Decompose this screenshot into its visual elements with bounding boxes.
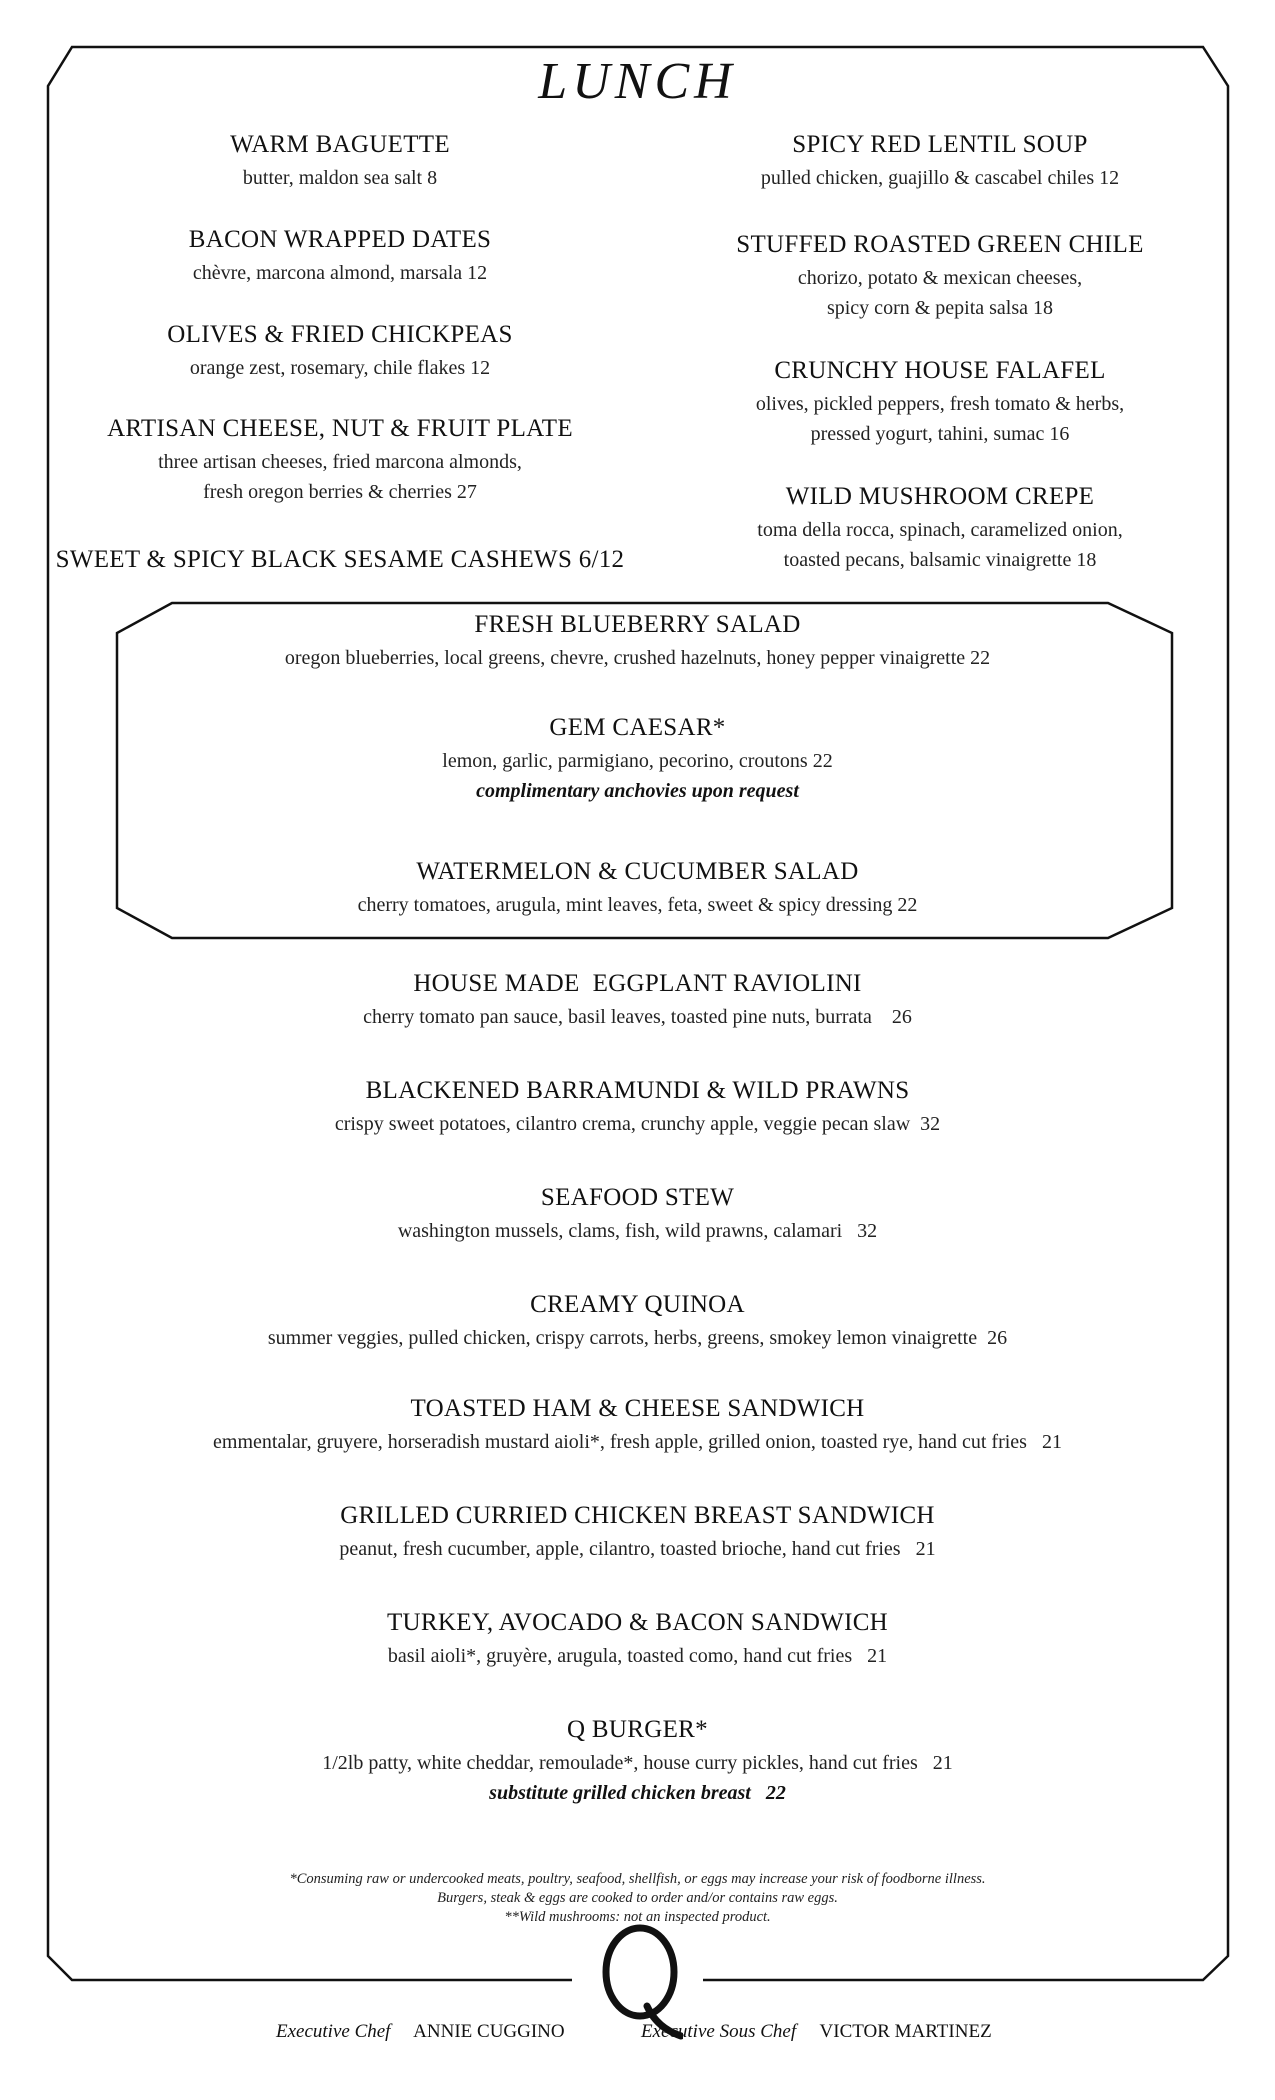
menu-item-falafel bbox=[655, 356, 1225, 449]
item-name: TOASTED HAM & CHEESE SANDWICH bbox=[410, 1395, 865, 1422]
item-desc: three artisan cheeses, fried marcona almonds, bbox=[158, 451, 522, 473]
item-desc: pressed yogurt, tahini, sumac 16 bbox=[810, 423, 1070, 445]
menu-item-warm-baguette bbox=[50, 130, 630, 193]
executive-chef-role: Executive Chef bbox=[276, 2021, 391, 2042]
item-name: WARM BAGUETTE bbox=[230, 131, 450, 158]
menu-item-turkey-avocado bbox=[80, 1608, 1195, 1671]
item-desc: pulled chicken, guajillo & cascabel chiles 12 bbox=[760, 167, 1120, 189]
item-name: Q BURGER* bbox=[567, 1716, 708, 1743]
menu-item-blueberry-salad bbox=[80, 610, 1195, 673]
item-name: BLACKENED BARRAMUNDI & WILD PRAWNS bbox=[365, 1077, 910, 1104]
menu-item-curried-chicken bbox=[80, 1501, 1195, 1564]
item-desc: 1/2lb patty, white cheddar, remoulade*, house curry pickles, hand cut fries 21 bbox=[322, 1752, 953, 1774]
item-note: complimentary anchovies upon request bbox=[476, 780, 799, 802]
item-note: substitute grilled chicken breast 22 bbox=[489, 1782, 786, 1804]
item-name: SEAFOOD STEW bbox=[540, 1184, 735, 1211]
menu-item-gem-caesar bbox=[80, 713, 1195, 806]
sous-chef-role: Executive Sous Chef bbox=[641, 2021, 797, 2042]
item-desc: fresh oregon berries & cherries 27 bbox=[203, 481, 477, 503]
food-safety-disclaimer bbox=[100, 1870, 1175, 1927]
item-name: FRESH BLUEBERRY SALAD bbox=[474, 611, 801, 638]
item-desc: toma della rocca, spinach, caramelized onion, bbox=[757, 519, 1123, 541]
item-desc: orange zest, rosemary, chile flakes 12 bbox=[189, 357, 491, 379]
disclaimer-line: Burgers, steak & eggs are cooked to order and/or contains raw eggs. bbox=[437, 1890, 838, 1906]
item-desc: crispy sweet potatoes, cilantro crema, crunchy apple, veggie pecan slaw 32 bbox=[334, 1113, 941, 1135]
item-desc: emmentalar, gruyere, horseradish mustard aioli*, fresh apple, grilled onion, toasted rye, hand cut fries 21 bbox=[213, 1431, 1062, 1453]
item-name: HOUSE MADE EGGPLANT RAVIOLINI bbox=[413, 970, 862, 997]
menu-item-barramundi bbox=[80, 1076, 1195, 1139]
menu-item-q-burger bbox=[80, 1715, 1195, 1808]
item-desc: cherry tomatoes, arugula, mint leaves, feta, sweet & spicy dressing 22 bbox=[357, 894, 918, 916]
item-name: SPICY RED LENTIL SOUP bbox=[792, 131, 1088, 158]
menu-item-lentil-soup bbox=[655, 130, 1225, 193]
item-name: ARTISAN CHEESE, NUT & FRUIT PLATE bbox=[107, 415, 573, 442]
sous-chef-name: VICTOR MARTINEZ bbox=[819, 2021, 992, 2042]
item-name: CRUNCHY HOUSE FALAFEL bbox=[774, 357, 1106, 384]
menu-item-bacon-dates bbox=[50, 225, 630, 288]
menu-item-cashews bbox=[50, 545, 630, 575]
item-name: CREAMY QUINOA bbox=[530, 1291, 745, 1318]
item-desc: cherry tomato pan sauce, basil leaves, toasted pine nuts, burrata 26 bbox=[363, 1006, 912, 1028]
item-name: WATERMELON & CUCUMBER SALAD bbox=[416, 858, 859, 885]
item-name: SWEET & SPICY BLACK SESAME CASHEWS 6/12 bbox=[55, 546, 625, 573]
executive-chef-credit bbox=[276, 2021, 565, 2043]
executive-chef-name: ANNIE CUGGINO bbox=[413, 2021, 565, 2042]
item-desc: butter, maldon sea salt 8 bbox=[242, 167, 438, 189]
menu-item-creamy-quinoa bbox=[80, 1290, 1195, 1353]
item-name: WILD MUSHROOM CREPE bbox=[785, 483, 1095, 510]
item-desc: toasted pecans, balsamic vinaigrette 18 bbox=[783, 549, 1097, 571]
item-desc: chèvre, marcona almond, marsala 12 bbox=[192, 262, 488, 284]
item-desc: peanut, fresh cucumber, apple, cilantro, toasted brioche, hand cut fries 21 bbox=[339, 1538, 936, 1560]
menu-title: LUNCH bbox=[538, 53, 737, 110]
item-desc: olives, pickled peppers, fresh tomato & herbs, bbox=[755, 393, 1125, 415]
item-name: TURKEY, AVOCADO & BACON SANDWICH bbox=[386, 1609, 889, 1636]
item-name: BACON WRAPPED DATES bbox=[188, 226, 492, 253]
item-desc: chorizo, potato & mexican cheeses, bbox=[797, 267, 1083, 289]
item-name: OLIVES & FRIED CHICKPEAS bbox=[167, 321, 513, 348]
menu-item-raviolini bbox=[80, 969, 1195, 1032]
item-name: GRILLED CURRIED CHICKEN BREAST SANDWICH bbox=[340, 1502, 935, 1529]
menu-item-cheese-plate bbox=[50, 414, 630, 507]
sous-chef-credit bbox=[641, 2021, 992, 2043]
item-desc: lemon, garlic, parmigiano, pecorino, croutons 22 bbox=[442, 750, 833, 772]
item-name: GEM CAESAR* bbox=[549, 714, 726, 741]
menu-item-olives-chickpeas bbox=[50, 320, 630, 383]
menu-item-green-chile bbox=[655, 230, 1225, 323]
item-desc: spicy corn & pepita salsa 18 bbox=[826, 297, 1054, 319]
item-desc: oregon blueberries, local greens, chevre, crushed hazelnuts, honey pepper vinaigrette 22 bbox=[284, 647, 991, 669]
item-name: STUFFED ROASTED GREEN CHILE bbox=[736, 231, 1144, 258]
item-desc: summer veggies, pulled chicken, crispy carrots, herbs, greens, smokey lemon vinaigrette 26 bbox=[267, 1327, 1008, 1349]
menu-item-watermelon-salad bbox=[80, 857, 1195, 920]
menu-item-ham-cheese bbox=[80, 1394, 1195, 1457]
menu-item-seafood-stew bbox=[80, 1183, 1195, 1246]
disclaimer-line: **Wild mushrooms: not an inspected product. bbox=[504, 1909, 771, 1925]
item-desc: washington mussels, clams, fish, wild prawns, calamari 32 bbox=[397, 1220, 878, 1242]
disclaimer-line: *Consuming raw or undercooked meats, poultry, seafood, shellfish, or eggs may increase your risk of foodborne illness. bbox=[289, 1871, 986, 1887]
menu-item-mushroom-crepe bbox=[655, 482, 1225, 575]
item-desc: basil aioli*, gruyère, arugula, toasted como, hand cut fries 21 bbox=[387, 1645, 888, 1667]
